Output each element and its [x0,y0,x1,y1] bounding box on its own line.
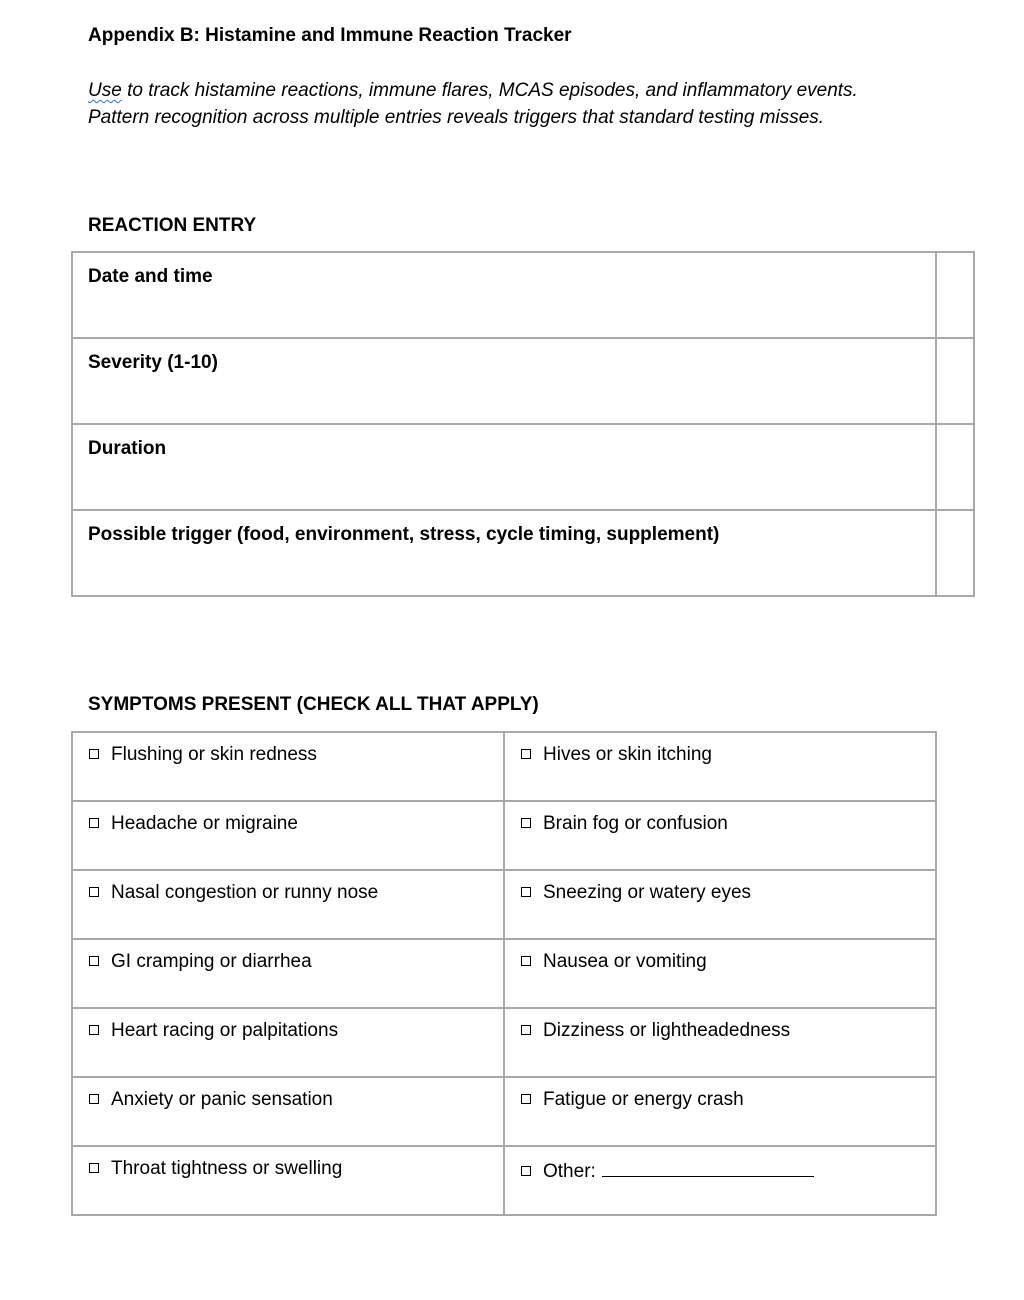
checkbox-icon[interactable] [521,818,531,828]
symptom-sneezing[interactable] [505,871,935,904]
symptom-flushing[interactable] [73,733,503,766]
checkbox-icon[interactable] [89,1094,99,1104]
symptom-label: Headache or migraine [111,813,298,834]
severity-label: Severity (1-10) [88,352,218,373]
duration-value[interactable] [936,424,974,510]
table-row [72,939,936,1008]
symptom-headache[interactable] [73,802,503,835]
symptom-cell [504,732,936,801]
symptom-cell [72,1146,504,1215]
checkbox-icon[interactable] [89,887,99,897]
checkbox-icon[interactable] [521,887,531,897]
symptom-label: Brain fog or confusion [543,813,728,834]
symptom-label: Heart racing or palpitations [111,1020,339,1041]
symptom-throat-tightness[interactable] [73,1147,503,1180]
field-label-cell[interactable] [72,424,936,510]
reaction-entry-table [71,251,975,597]
reaction-entry-heading: REACTION ENTRY [88,215,257,236]
symptom-label: Hives or skin itching [543,744,712,765]
table-row [72,510,974,596]
symptom-nausea[interactable] [505,940,935,973]
table-row [72,870,936,939]
symptom-cell [72,1008,504,1077]
symptom-cell [504,801,936,870]
symptom-dizziness[interactable] [505,1009,935,1042]
checkbox-icon[interactable] [521,749,531,759]
checkbox-icon[interactable] [521,956,531,966]
symptom-label: Sneezing or watery eyes [543,882,752,903]
date-time-value[interactable] [936,252,974,338]
symptom-cell [504,1146,936,1215]
symptom-cell [504,870,936,939]
symptom-anxiety[interactable] [73,1078,503,1111]
symptom-label: Anxiety or panic sensation [111,1089,333,1110]
intro-text [88,77,988,131]
other-blank-field[interactable] [602,1158,814,1177]
symptom-cell [72,870,504,939]
symptom-cell [504,939,936,1008]
checkbox-icon[interactable] [89,1163,99,1173]
symptom-cell [72,801,504,870]
intro-line-2: Pattern recognition across multiple entries reveals triggers that standard testing misses. [88,107,825,128]
symptom-other[interactable] [505,1147,935,1183]
symptom-label: Throat tightness or swelling [111,1158,343,1179]
symptom-cell [72,939,504,1008]
intro-line-1: to track histamine reactions, immune flares, MCAS episodes, and inflammatory events. [121,80,858,101]
table-row [72,732,936,801]
symptom-cell [504,1008,936,1077]
field-label-cell[interactable] [72,338,936,424]
table-row [72,424,974,510]
symptom-label: Other: [543,1161,596,1182]
checkbox-icon[interactable] [521,1025,531,1035]
table-row [72,1146,936,1215]
table-row [72,1077,936,1146]
symptom-gi-cramping[interactable] [73,940,503,973]
trigger-label: Possible trigger (food, environment, stress, cycle timing, supplement) [88,524,720,545]
symptom-label: Nausea or vomiting [543,951,707,972]
symptom-label: Flushing or skin redness [111,744,317,765]
table-row [72,1008,936,1077]
symptom-nasal-congestion[interactable] [73,871,503,904]
symptom-cell [72,1077,504,1146]
checkbox-icon[interactable] [89,818,99,828]
document-title: Appendix B: Histamine and Immune Reaction Tracker [88,25,572,46]
checkbox-icon[interactable] [89,1025,99,1035]
field-label-cell[interactable] [72,252,936,338]
date-time-label: Date and time [88,266,213,287]
symptom-label: Dizziness or lightheadedness [543,1020,791,1041]
symptom-label: GI cramping or diarrhea [111,951,312,972]
symptom-cell [72,732,504,801]
checkbox-icon[interactable] [89,956,99,966]
symptoms-heading: SYMPTOMS PRESENT (CHECK ALL THAT APPLY) [88,694,539,715]
symptom-cell [504,1077,936,1146]
duration-label: Duration [88,438,167,459]
symptom-hives[interactable] [505,733,935,766]
table-row [72,801,936,870]
trigger-value[interactable] [936,510,974,596]
symptom-brain-fog[interactable] [505,802,935,835]
symptom-label: Nasal congestion or runny nose [111,882,379,903]
table-row [72,252,974,338]
symptom-heart-racing[interactable] [73,1009,503,1042]
symptom-fatigue[interactable] [505,1078,935,1111]
table-row [72,338,974,424]
checkbox-icon[interactable] [89,749,99,759]
checkbox-icon[interactable] [521,1094,531,1104]
spellcheck-word[interactable]: Use [88,80,122,101]
symptom-label: Fatigue or energy crash [543,1089,744,1110]
severity-value[interactable] [936,338,974,424]
checkbox-icon[interactable] [521,1166,531,1176]
field-label-cell[interactable] [72,510,936,596]
symptoms-table [71,731,937,1216]
